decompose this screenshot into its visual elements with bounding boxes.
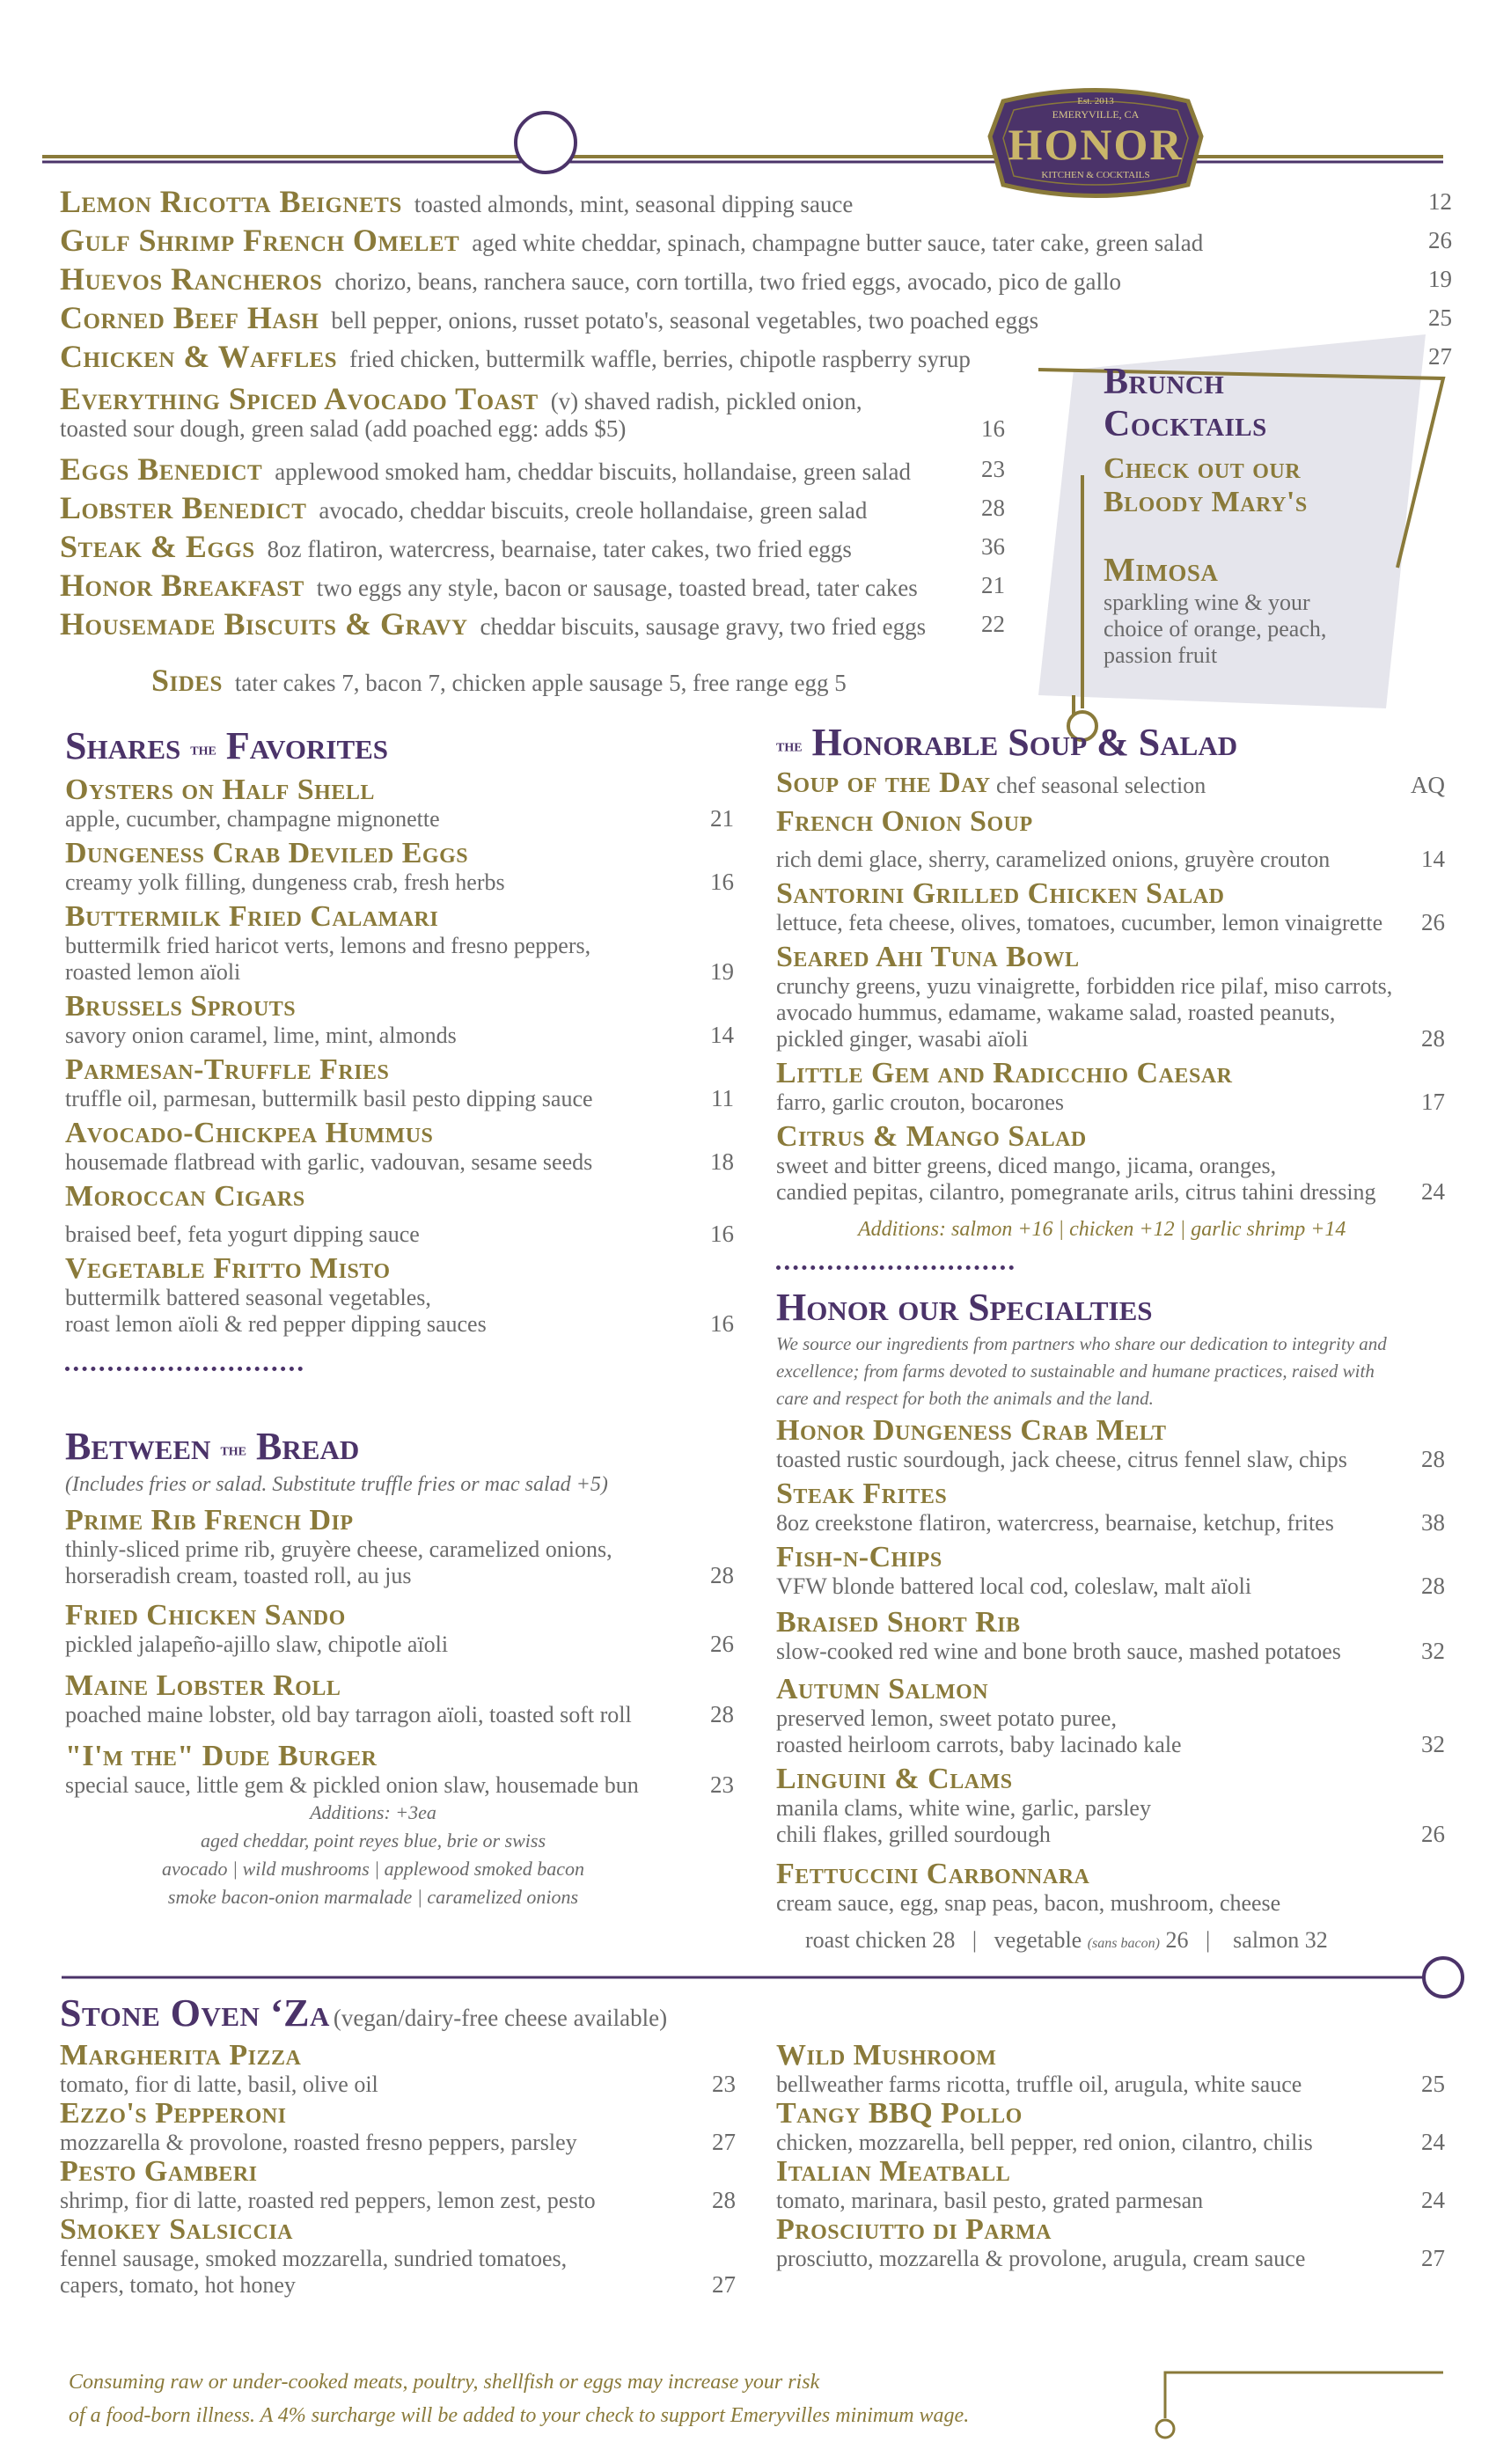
menu-item: Maine Lobster Roll poached maine lobster, old bay tarragon aïoli, toasted soft roll 28 [65, 1669, 734, 1727]
menu-item: Pesto Gamberi shrimp, fior di latte, roasted red peppers, lemon zest, pesto 28 [60, 2155, 736, 2213]
menu-item: Brussels Sprouts savory onion caramel, lime, mint, almonds 14 [65, 990, 734, 1048]
logo-est: Est. 2013 [1077, 96, 1114, 106]
menu-item: Seared Ahi Tuna Bowl crunchy greens, yuzu vinaigrette, forbidden rice pilaf, miso carrots, avocado hummus, edamame, wakame salad, roasted peanuts, pickled ginger, wasabi aïoli 28 [776, 941, 1445, 1052]
brunch-item: Huevos Rancheros chorizo, beans, ranchera sauce, corn tortilla, two fried eggs, avocado, pico de gallo [60, 261, 1121, 297]
brunch-price: 27 [1428, 343, 1452, 370]
brunch-item: Everything Spiced Avocado Toast (v) shaved radish, pickled onion, [60, 381, 862, 416]
brunch-price: 28 [981, 495, 1005, 521]
menu-item: Prime Rib French Dip thinly-sliced prime rib, gruyère cheese, caramelized onions, horseradish cream, toasted roll, au jus 28 [65, 1504, 734, 1588]
menu-item: Smokey Salsiccia fennel sausage, smoked mozzarella, sundried tomatoes, capers, tomato, hot honey 27 [60, 2213, 736, 2298]
brunch-price: 16 [981, 415, 1005, 442]
menu-item: Autumn Salmon preserved lemon, sweet potato puree, roasted heirloom carrots, baby lacinado kale 32 [776, 1673, 1445, 1757]
cocktails-stem [1056, 475, 1109, 757]
logo-name: HONOR [1008, 120, 1184, 169]
menu-item: Fried Chicken Sando pickled jalapeño-ajillo slaw, chipotle aïoli 26 [65, 1599, 734, 1657]
brunch-price: 25 [1428, 304, 1452, 331]
menu-item: Wild Mushroom bellweather farms ricotta, truffle oil, arugula, white sauce 25 [776, 2039, 1445, 2097]
menu-item: Little Gem and Radicchio Caesar farro, garlic crouton, bocarones 17 [776, 1057, 1445, 1115]
menu-item: Braised Short Rib slow-cooked red wine and bone broth sauce, mashed potatoes 32 [776, 1606, 1445, 1664]
carbonara-options: roast chicken 28 | vegetable (sans bacon) 26 | salmon 32 [805, 1927, 1328, 1953]
bread-note: (Includes fries or salad. Substitute truffle fries or mac salad +5) [65, 1473, 608, 1496]
menu-item: Citrus & Mango Salad sweet and bitter greens, diced mango, jicama, oranges, candied pepitas, cilantro, pomegranate arils, citrus tahini dressing 24 [776, 1120, 1445, 1205]
cocktails-title: Brunch Cocktails [1104, 362, 1267, 444]
menu-item: Tangy BBQ Pollo chicken, mozzarella, bell pepper, red onion, cilantro, chilis 24 [776, 2097, 1445, 2155]
brunch-price: 12 [1428, 188, 1452, 215]
divider [65, 1367, 303, 1371]
menu-item: Linguini & Clams manila clams, white wine, garlic, parsley chili flakes, grilled sourdough 26 [776, 1763, 1445, 1847]
bread-additions: Additions: +3ea aged cheddar, point reyes blue, brie or swiss avocado | wild mushrooms | applewood smoked bacon smoke bacon-onion marmalade | caramelized onions [162, 1801, 584, 1908]
menu-item: Ezzo's Pepperoni mozzarella & provolone, roasted fresno peppers, parsley 27 [60, 2097, 736, 2155]
bloody-mary-note: Check out our Bloody Mary's [1104, 452, 1308, 518]
menu-item: Parmesan-Truffle Fries truffle oil, parmesan, buttermilk basil pesto dipping sauce 11 [65, 1053, 734, 1111]
menu-item: Prosciutto di Parma prosciutto, mozzarella & provolone, arugula, cream sauce 27 [776, 2213, 1445, 2271]
brunch-item: Gulf Shrimp French Omelet aged white cheddar, spinach, champagne butter sauce, tater cake, green salad [60, 223, 1204, 258]
brunch-item: Honor Breakfast two eggs any style, bacon or sausage, toasted bread, tater cakes [60, 568, 918, 603]
menu-item: Dungeness Crab Deviled Eggs creamy yolk filling, dungeness crab, fresh herbs 16 [65, 837, 734, 895]
menu-item: Soup of the Day chef seasonal selection AQ [776, 766, 1445, 799]
specialties-intro: We source our ingredients from partners who share our dedication to integrity and excellence; from farms devoted to sustainable and humane practices, raised with care and respect for both the animals and the land. [776, 1333, 1387, 1409]
menu-item: Buttermilk Fried Calamari buttermilk fried haricot verts, lemons and fresno peppers, roasted lemon aïoli 19 [65, 900, 734, 985]
mimosa-name: Mimosa [1104, 552, 1219, 589]
soup-title: the Honorable Soup & Salad [776, 721, 1238, 764]
brunch-item: Lemon Ricotta Beignets toasted almonds, mint, seasonal dipping sauce [60, 184, 854, 219]
brunch-item: Steak & Eggs 8oz flatiron, watercress, bearnaise, tater cakes, two fried eggs [60, 529, 852, 564]
bread-title: Between the Bread [65, 1425, 360, 1468]
pizza-note: (vegan/dairy-free cheese available) [333, 2005, 668, 2031]
brunch-item: Eggs Benedict applewood smoked ham, cheddar biscuits, hollandaise, green salad [60, 451, 912, 487]
footer-disclaimer: Consuming raw or under-cooked meats, poultry, shellfish or eggs may increase your risk of a food-born illness. A 4% surcharge will be added to your check to support Emeryvilles minimum wage. [69, 2371, 970, 2427]
menu-item: Moroccan Cigars braised beef, feta yogurt dipping sauce 16 [65, 1180, 734, 1247]
header-decor [0, 0, 1496, 194]
brunch-item: Corned Beef Hash bell pepper, onions, russet potato's, seasonal vegetables, two poached eggs [60, 300, 1039, 335]
brunch-price: 19 [1428, 266, 1452, 292]
brunch-price: 36 [981, 533, 1005, 560]
menu-item: Honor Dungeness Crab Melt toasted rustic sourdough, jack cheese, citrus fennel slaw, chips 28 [776, 1414, 1445, 1472]
menu-item: French Onion Soup rich demi glace, sherry, caramelized onions, gruyère crouton 14 [776, 805, 1445, 872]
pizza-title-row [60, 1991, 667, 2035]
menu-item: Fettuccini Carbonnara cream sauce, egg, snap peas, bacon, mushroom, cheese [776, 1858, 1281, 1916]
logo [986, 84, 1206, 202]
menu-item: Vegetable Fritto Misto buttermilk battered seasonal vegetables, roast lemon aïoli & red pepper dipping sauces 16 [65, 1252, 734, 1337]
shares-title: Shares the Favorites [65, 724, 389, 767]
menu-item: Margherita Pizza tomato, fior di latte, basil, olive oil 23 [60, 2039, 736, 2097]
brunch-price: 22 [981, 611, 1005, 637]
menu-item: Fish-n-Chips VFW blonde battered local cod, coleslaw, malt aïoli 28 [776, 1541, 1445, 1599]
sides-row: Sides tater cakes 7, bacon 7, chicken apple sausage 5, free range egg 5 [151, 663, 847, 698]
menu-item: Avocado-Chickpea Hummus housemade flatbread with garlic, vadouvan, sesame seeds 18 [65, 1117, 734, 1175]
brunch-price: 21 [981, 572, 1005, 598]
soup-additions: Additions: salmon +16 | chicken +12 | garlic shrimp +14 [858, 1218, 1346, 1241]
menu-item: Santorini Grilled Chicken Salad lettuce, feta cheese, olives, tomatoes, cucumber, lemon vinaigrette 26 [776, 877, 1445, 935]
brunch-item-desc2: toasted sour dough, green salad (add poached egg: adds $5) [60, 415, 627, 442]
menu-item: Italian Meatball tomato, marinara, basil pesto, grated parmesan 24 [776, 2155, 1445, 2213]
brunch-price: 26 [1428, 227, 1452, 253]
logo-tagline: KITCHEN & COCKTAILS [1041, 170, 1150, 180]
menu-item: Steak Frites 8oz creekstone flatiron, watercress, bearnaise, ketchup, frites 38 [776, 1478, 1445, 1536]
brunch-price: 23 [981, 456, 1005, 482]
brunch-item: Lobster Benedict avocado, cheddar biscuits, creole hollandaise, green salad [60, 490, 868, 525]
pizza-title: Stone Oven ‘Za [60, 1991, 330, 2035]
brunch-item: Housemade Biscuits & Gravy cheddar biscuits, sausage gravy, two fried eggs [60, 606, 927, 642]
brunch-item: Chicken & Waffles fried chicken, buttermilk waffle, berries, chipotle raspberry syrup [60, 339, 971, 374]
menu-item: "I'm the" Dude Burger special sauce, little gem & pickled onion slaw, housemade bun 23 [65, 1740, 734, 1798]
logo-city: EMERYVILLE, CA [1052, 108, 1140, 121]
menu-item: Oysters on Half Shell apple, cucumber, champagne mignonette 21 [65, 774, 734, 832]
mimosa-desc: sparkling wine & your choice of orange, peach, passion fruit [1104, 590, 1327, 668]
divider [776, 1265, 1014, 1270]
footer-decor [1144, 2358, 1461, 2446]
specialties-title: Honor our Specialties [776, 1286, 1153, 1329]
